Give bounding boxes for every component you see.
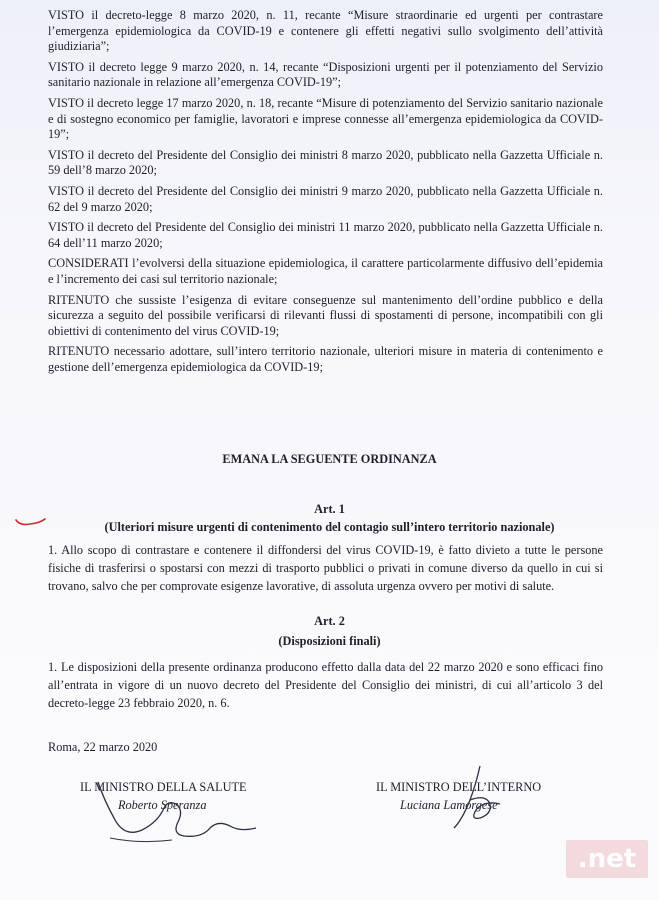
emana-heading: EMANA LA SEGUENTE ORDINANZA <box>222 452 437 466</box>
preamble-paragraph: VISTO il decreto del Presidente del Consiglio dei ministri 9 marzo 2020, pubblicato nella Gazzetta Ufficiale n. 62 del 9 marzo 2020; <box>48 183 603 214</box>
left-signatory-name: Roberto Speranza <box>118 798 207 812</box>
left-signature <box>80 778 265 848</box>
preamble-paragraph: CONSIDERATI l’evolversi della situazione epidemiologica, il carattere particolarmente diffusivo dell’epidemia e l’incremento dei casi sul territorio nazionale; <box>48 256 603 286</box>
preamble-paragraph: VISTO il decreto del Presidente del Consiglio dei ministri 8 marzo 2020, pubblicato nella Gazzetta Ufficiale n. 59 dell’8 marzo 2020; <box>48 147 603 178</box>
art1-title: (Ulteriori misure urgenti di contenimento del contagio sull’intero territorio nazionale) <box>104 520 555 534</box>
art2-label: Art. 2 <box>314 614 345 628</box>
right-signatory-title: IL MINISTRO DELL’INTERNO <box>376 780 542 794</box>
watermark-logo: .net <box>566 840 648 878</box>
place-date: Roma, 22 marzo 2020 <box>48 740 158 754</box>
preamble-paragraph: VISTO il decreto legge 9 marzo 2020, n. 14, recante “Disposizioni urgenti per il potenziamento del Servizio sanitario nazionale in relazione all’emergenza COVID-19”; <box>48 59 603 90</box>
art1-text: 1. Allo scopo di contrastare e contenere il diffondersi del virus COVID-19, è fatto divieto a tutte le persone fisiche di trasferirsi o spostarsi con mezzi di trasporto pubblici o privati in comune diverso da quello in cui si trovano, salvo che per comprovate esigenze lavorative, di assoluta urgenza ovvero per motivi di salute. <box>48 543 603 594</box>
preamble-paragraph: VISTO il decreto-legge 8 marzo 2020, n. 11, recante “Misure straordinarie ed urgenti per contrastare l’emergenza epidemiologica da COVID-19 e contenere gli effetti negativi sullo svolgimento dell’attività giudiziaria”; <box>48 8 603 54</box>
preamble-paragraph: RITENUTO necessario adottare, sull’intero territorio nazionale, ulteriori misure in materia di contenimento e gestione dell’emergenza epidemiologica da COVID-19; <box>48 344 603 374</box>
margin-mark <box>14 518 48 528</box>
art2-text: 1. Le disposizioni della presente ordinanza producono effetto dalla data del 22 marzo 2020 e sono efficaci fino all’entrata in vigore di un nuovo decreto del Presidente del Consiglio dei ministri, di cui all’articolo 3 del decreto-legge 23 febbraio 2020, n. 6. <box>48 660 603 711</box>
preamble-paragraph: RITENUTO che sussiste l’esigenza di evitare conseguenze sul mantenimento dell’ordine pubblico e della sicurezza a seguito del possibile verificarsi di rilevanti flussi di spostamenti di persone, incompatibili con gli obiettivi di contenimento del virus COVID-19; <box>48 292 603 338</box>
preamble-paragraph: VISTO il decreto del Presidente del Consiglio dei ministri 11 marzo 2020, pubblicato nella Gazzetta Ufficiale n. 64 dell’11 marzo 2020; <box>48 220 603 250</box>
preamble-paragraph: VISTO il decreto legge 17 marzo 2020, n. 18, recante “Misure di potenziamento del Servizio sanitario nazionale e di sostegno economico per famiglie, lavoratori e imprese connesse all’emergenza epidemiologica da COVID-19”; <box>48 95 603 142</box>
left-signatory-title: IL MINISTRO DELLA SALUTE <box>80 780 247 794</box>
art2-title: (Disposizioni finali) <box>278 634 381 648</box>
art1-label: Art. 1 <box>314 502 345 516</box>
right-signature <box>440 764 510 834</box>
right-signatory-name: Luciana Lamorgese <box>400 798 498 812</box>
preamble <box>48 8 603 380</box>
